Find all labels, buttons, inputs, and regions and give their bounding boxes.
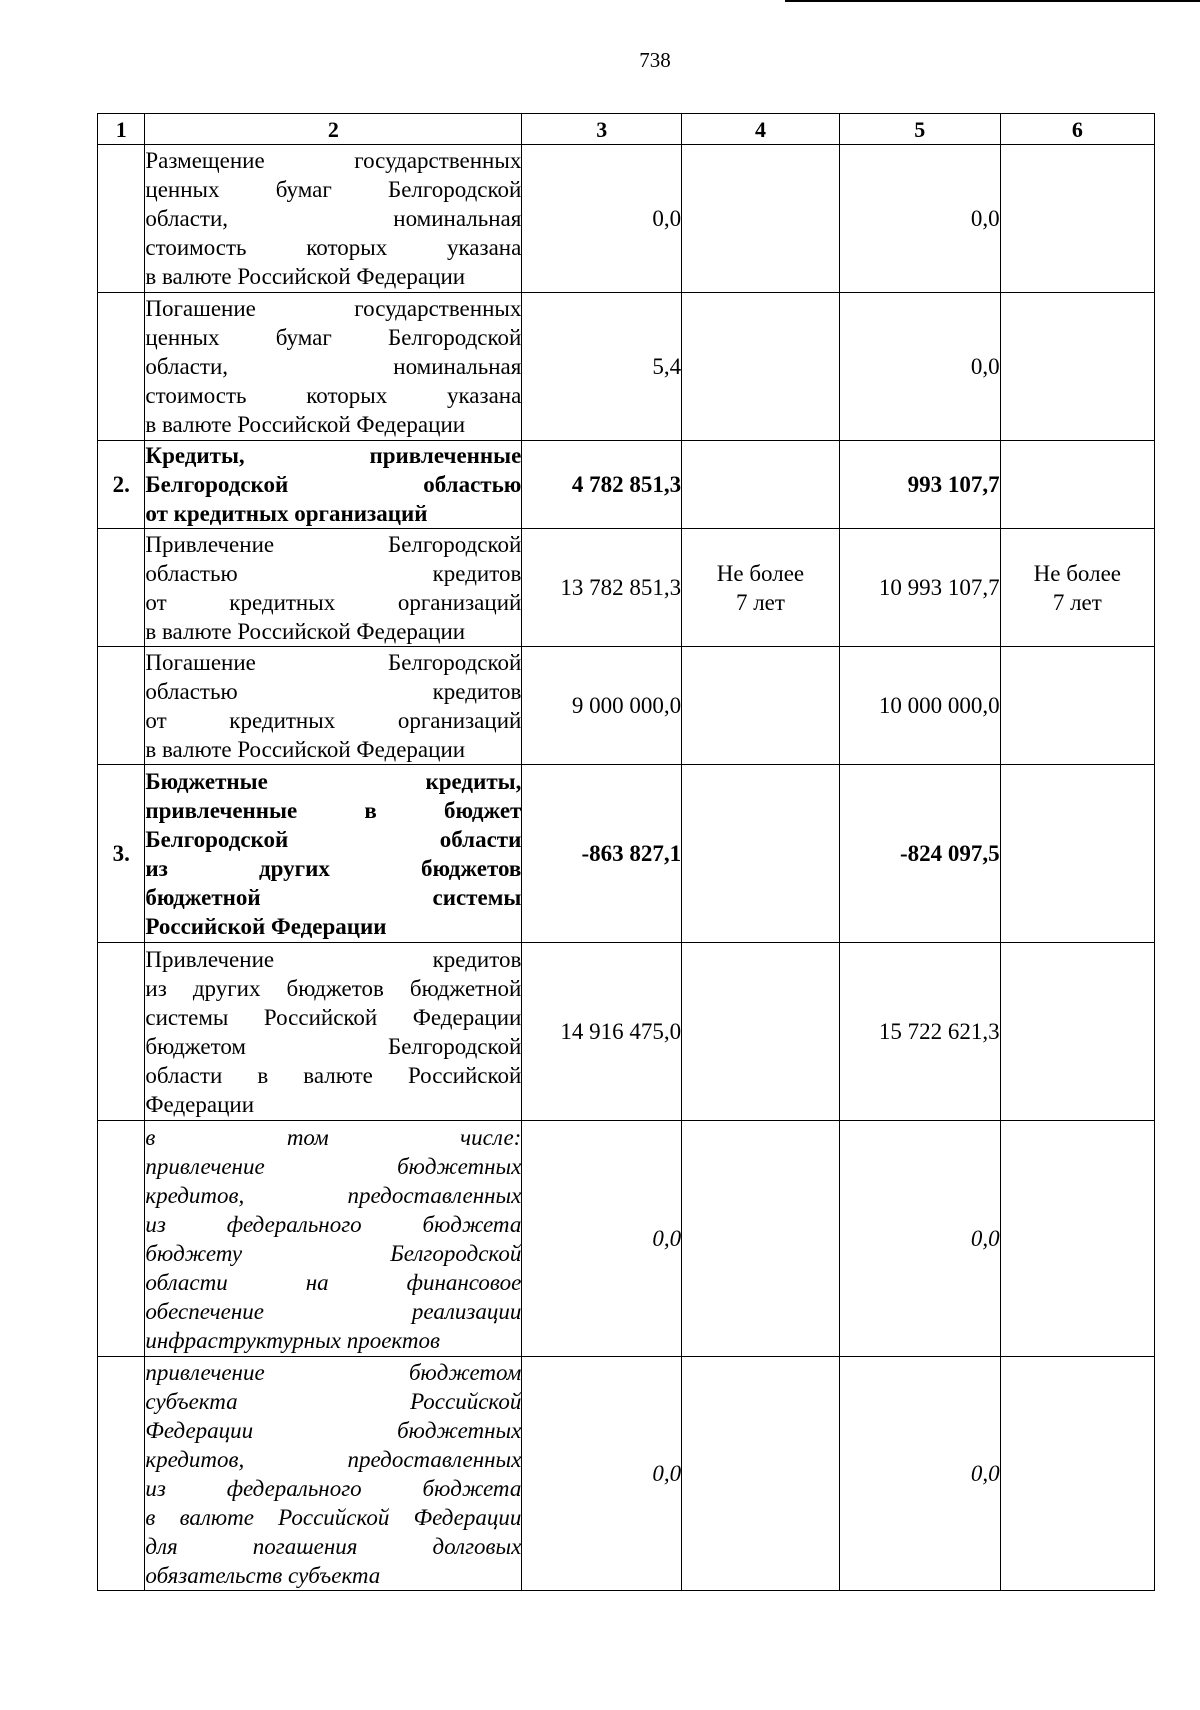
table-row [98, 1357, 1155, 1591]
header-col-5: 5 [839, 114, 1000, 145]
value-col-3: 5,4 [522, 293, 682, 441]
term-col-4 [682, 943, 840, 1121]
value-col-5: 10 993 107,7 [839, 529, 1000, 647]
value-col-3: 4 782 851,3 [522, 441, 682, 529]
budget-table [97, 113, 1155, 1591]
value-col-3: 14 916 475,0 [522, 943, 682, 1121]
description-line: из федерального бюджета [145, 1475, 522, 1501]
value-col-5: 0,0 [839, 145, 1000, 293]
description-line: Бюджетные кредиты, [145, 768, 522, 794]
description-line: области, номинальная [145, 354, 522, 379]
description-line: кредитов, предоставленных [145, 1446, 522, 1472]
description-line: ценных бумаг Белгородской [145, 177, 522, 202]
description-line: из федерального бюджета [145, 1211, 522, 1237]
value-col-5: 0,0 [839, 293, 1000, 441]
description-line: области в валюте Российской [145, 1062, 522, 1088]
description-line: от кредитных организаций [145, 501, 428, 526]
header-col-1: 1 [98, 114, 145, 145]
term-col-4 [682, 1357, 840, 1591]
value-col-3: 0,0 [522, 145, 682, 293]
term-col-6 [1000, 943, 1154, 1121]
table-header-row [98, 114, 1155, 145]
row-number: 2. [98, 441, 145, 529]
value-col-5: -824 097,5 [839, 765, 1000, 943]
row-number [98, 145, 145, 293]
term-col-4 [682, 765, 840, 943]
header-col-3: 3 [522, 114, 682, 145]
description-line: Привлечение кредитов [145, 946, 522, 972]
table-row [98, 145, 1155, 293]
row-description [145, 293, 522, 441]
description-line: бюджетом Белгородской [145, 1033, 522, 1059]
description-line: кредитов, предоставленных [145, 1182, 522, 1208]
row-number [98, 647, 145, 765]
description-line: от кредитных организаций [145, 589, 522, 615]
term-col-4 [682, 441, 840, 529]
description-line: привлечение бюджетных [145, 1153, 522, 1179]
description-line: из других бюджетов бюджетной [145, 975, 522, 1001]
value-col-3: 9 000 000,0 [522, 647, 682, 765]
table-row [98, 1121, 1155, 1357]
description-line: области на финансовое [145, 1269, 522, 1295]
row-description [145, 765, 522, 943]
header-col-6: 6 [1000, 114, 1154, 145]
row-number [98, 293, 145, 441]
term-col-6: Не более 7 лет [1000, 529, 1154, 647]
description-line: бюджетной системы [145, 884, 522, 910]
row-description [145, 1357, 522, 1591]
header-col-2: 2 [145, 114, 522, 145]
description-line: в валюте Российской Федерации [145, 618, 466, 644]
description-line: области, номинальная [145, 206, 522, 231]
description-line: из других бюджетов [145, 855, 522, 881]
description-line: обязательств субъекта [145, 1562, 381, 1588]
description-line: Российской Федерации [145, 913, 387, 939]
description-line: от кредитных организаций [145, 707, 522, 733]
description-line: для погашения долговых [145, 1533, 522, 1559]
description-line: Погашение Белгородской [145, 649, 522, 675]
description-line: Погашение государственных [145, 296, 522, 321]
term-col-6 [1000, 1121, 1154, 1357]
value-col-5: 993 107,7 [839, 441, 1000, 529]
description-line: стоимость которых указана [145, 383, 522, 408]
table-row [98, 647, 1155, 765]
value-col-3: 13 782 851,3 [522, 529, 682, 647]
top-rule [785, 0, 1200, 2]
row-description [145, 1121, 522, 1357]
description-line: областью кредитов [145, 560, 522, 586]
term-col-4 [682, 145, 840, 293]
description-line: в валюте Российской Федерации [145, 412, 466, 437]
row-number [98, 1121, 145, 1357]
description-line: Белгородской областью [145, 472, 522, 497]
description-line: Федерации бюджетных [145, 1417, 522, 1443]
description-line: областью кредитов [145, 678, 522, 704]
row-description [145, 647, 522, 765]
row-description [145, 529, 522, 647]
table-body [98, 145, 1155, 1591]
description-line: в валюте Российской Федерации [145, 264, 466, 289]
description-line: Размещение государственных [145, 148, 522, 173]
term-col-4 [682, 1121, 840, 1357]
table-row [98, 293, 1155, 441]
description-line: Привлечение Белгородской [145, 531, 522, 557]
description-line: субъекта Российской [145, 1388, 522, 1414]
row-number: 3. [98, 765, 145, 943]
table-row [98, 441, 1155, 529]
value-col-3: 0,0 [522, 1121, 682, 1357]
value-col-5: 0,0 [839, 1357, 1000, 1591]
row-description [145, 441, 522, 529]
term-col-6 [1000, 293, 1154, 441]
term-col-6 [1000, 145, 1154, 293]
row-description [145, 145, 522, 293]
description-line: в валюте Российской Федерации [145, 1504, 522, 1530]
value-col-5: 15 722 621,3 [839, 943, 1000, 1121]
description-line: Федерации [145, 1091, 255, 1117]
header-col-4: 4 [682, 114, 840, 145]
table-row [98, 943, 1155, 1121]
value-col-5: 0,0 [839, 1121, 1000, 1357]
term-col-6 [1000, 1357, 1154, 1591]
row-number [98, 529, 145, 647]
value-col-3: -863 827,1 [522, 765, 682, 943]
description-line: привлечение бюджетом [145, 1359, 522, 1385]
description-line: бюджету Белгородской [145, 1240, 522, 1266]
description-line: Белгородской области [145, 826, 522, 852]
row-description [145, 943, 522, 1121]
table-row [98, 765, 1155, 943]
description-line: привлеченные в бюджет [145, 797, 522, 823]
term-col-4 [682, 293, 840, 441]
description-line: ценных бумаг Белгородской [145, 325, 522, 350]
term-col-6 [1000, 765, 1154, 943]
term-col-6 [1000, 647, 1154, 765]
description-line: Кредиты, привлеченные [145, 443, 522, 468]
term-col-4 [682, 647, 840, 765]
term-col-4: Не более 7 лет [682, 529, 840, 647]
row-number [98, 1357, 145, 1591]
value-col-5: 10 000 000,0 [839, 647, 1000, 765]
description-line: в валюте Российской Федерации [145, 736, 466, 762]
row-number [98, 943, 145, 1121]
description-line: системы Российской Федерации [145, 1004, 522, 1030]
description-line: инфраструктурных проектов [145, 1327, 440, 1353]
description-line: в том числе: [145, 1124, 522, 1150]
description-line: обеспечение реализации [145, 1298, 522, 1324]
value-col-3: 0,0 [522, 1357, 682, 1591]
term-col-6 [1000, 441, 1154, 529]
page-number: 738 [639, 48, 671, 72]
description-line: стоимость которых указана [145, 235, 522, 260]
table-row [98, 529, 1155, 647]
